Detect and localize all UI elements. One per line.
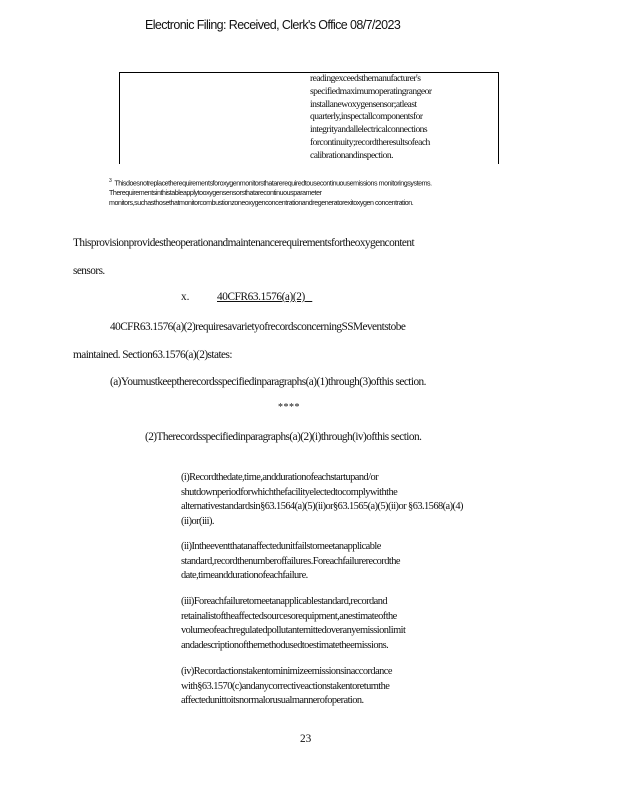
section-marker: x. bbox=[181, 291, 190, 303]
paragraph-2-line-2: maintained. Section63.1576(a)(2)states: bbox=[73, 349, 232, 361]
quote-iv: (iv)Recordactionstakentominimizeemissionsinaccordance with§63.1570(c)andanycorrectiveactionstakentoreturnthe affectedunittoitsnormalorusualmannerofoperation. bbox=[181, 666, 392, 706]
filing-header: Electronic Filing: Received, Clerk's Office 08/7/2023 bbox=[145, 18, 401, 32]
section-heading: 40CFR63.1576(a)(2) bbox=[217, 291, 305, 303]
table-fragment bbox=[119, 72, 499, 164]
quote-i: (i)Recordthedate,time,anddurationofeachstartupand/or shutdownperiodforwhichthefacilityelectedtocomplywiththe alternativestandardsin§63.1564(a)(5)(ii)or§63.1565(a)(5)(ii)or §63.1568(a)(4)(ii)or(iii). bbox=[181, 472, 463, 527]
paragraph-2-line-1: 40CFR63.1576(a)(2)requiresavarietyofrecordsconcerningSSMeventstobe bbox=[110, 321, 406, 333]
quote-ii: (ii)Intheeventthatanaffectedunitfailstomeetanapplicable standard,recordthenumberoffailures.Foreachfailurerecordthe date,timeanddurationofeachfailure. bbox=[181, 541, 400, 581]
ellipsis-stars: **** bbox=[278, 402, 300, 413]
paragraph-1-line-1: Thisprovisionprovidestheoperationandmaintenancerequirementsfortheoxygencontent bbox=[73, 237, 415, 249]
quote-iii: (iii)Foreachfailuretomeetanapplicablestandard,recordand retainalistoftheaffectedsourcesorequipment,anestimateofthe volumeofeachregulatedpollutantemittedoveranyemissionlimit andadescriptionofthemethodusedtoestimatetheemissions. bbox=[181, 596, 406, 651]
table-cell-text: readingexceedsthemanufacturer's specifiedmaximumoperatingrangeor installanewoxygensensor;atleast quarterly,inspectallcomponentsfor integrityandallelectricalconnections forcontinuity;recordtheresultsofeach calibrationandinspection. bbox=[310, 73, 432, 161]
page-number: 23 bbox=[300, 733, 312, 745]
paragraph-1-line-2: sensors. bbox=[73, 265, 105, 277]
footnote-text: Thisdoesnotreplacetherequirementsforoxygenmonitorsthatarerequiredtousecontinuousemissions monitoringsystems. Therequirementsinthistableapplytooxygensensorsthatarecontinuousparameter monitors,suchasthosethatmonitorcombustionzoneoxygenconcentrationandregeneratorexitoxygen concentration. bbox=[109, 179, 432, 208]
quote-2: (2)Therecordsspecifiedinparagraphs(a)(2)(i)through(iv)ofthis section. bbox=[145, 431, 422, 443]
footnote bbox=[109, 176, 499, 208]
footnote-marker: 3 bbox=[109, 178, 112, 184]
quote-a: (a)Youmustkeeptherecordsspecifiedinparagraphs(a)(1)through(3)ofthis section. bbox=[110, 376, 426, 388]
